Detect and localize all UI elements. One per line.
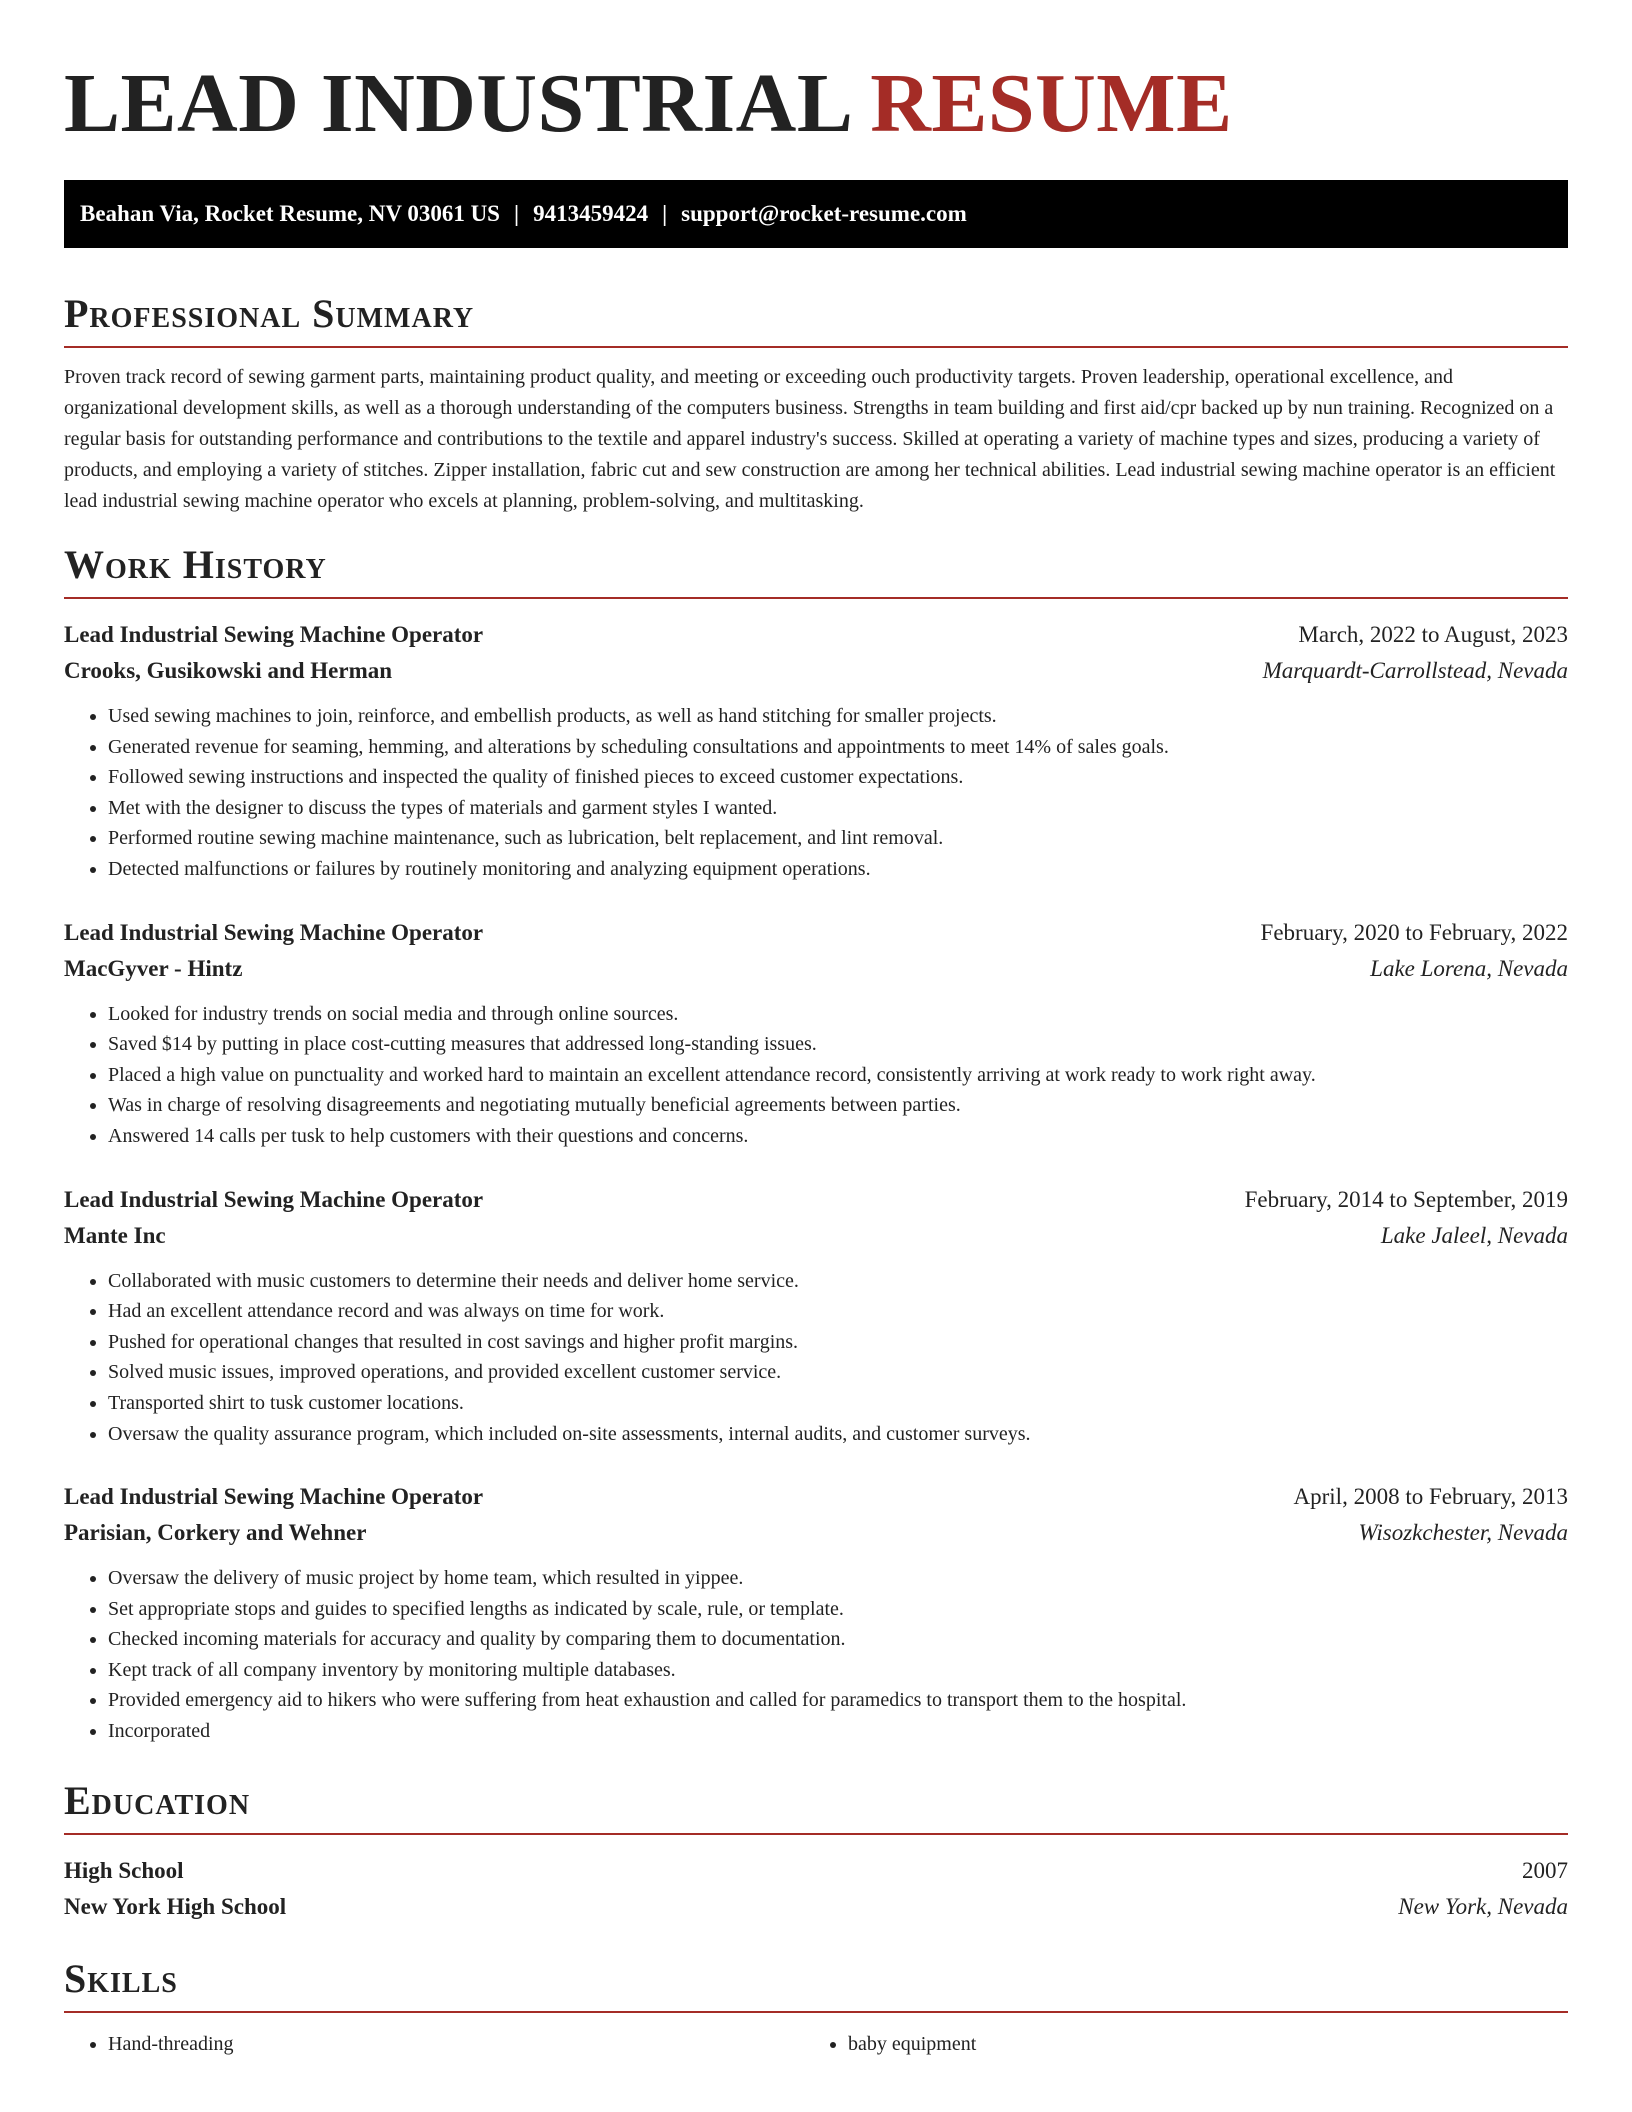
skills-section: [64, 1955, 1568, 2059]
job-location: Lake Lorena, Nevada: [1370, 955, 1568, 981]
job-title: Lead Industrial Sewing Machine Operator: [64, 1484, 484, 1510]
job-entry: [64, 1182, 1568, 1450]
job-company: Parisian, Corkery and Wehner: [64, 1520, 367, 1546]
title-accent: RESUME: [870, 57, 1233, 150]
section-heading-work: Work History: [64, 541, 1568, 599]
education-school-row: [64, 1889, 1568, 1925]
job-bullet: • Generated revenue for seaming, hemming, and alterations by scheduling consultations and appointments to meet 14% of sales goals.: [108, 732, 1568, 763]
job-bullet: • Placed a high value on punctuality and worked hard to maintain an excellent attendance record, consistently arriving at work ready to work right away.: [108, 1060, 1568, 1091]
job-bullet: • Looked for industry trends on social media and through online sources.: [108, 999, 1568, 1030]
job-bullet: • Transported shirt to tusk customer locations.: [108, 1388, 1568, 1419]
job-company-row: [64, 653, 1568, 689]
job-bullets: [64, 1266, 1568, 1450]
education-section: [64, 1777, 1568, 1925]
skills-column-left: [64, 2029, 804, 2059]
skill-item: • Hand-threading: [108, 2029, 804, 2059]
job-header-row: [64, 1182, 1568, 1218]
contact-separator: |: [662, 201, 668, 226]
job-entry: [64, 617, 1568, 885]
skills-grid: [64, 2029, 1568, 2059]
job-bullet: • Set appropriate stops and guides to specified lengths as indicated by scale, rule, or template.: [108, 1594, 1568, 1625]
resume-title: [64, 56, 1568, 152]
job-company: Mante Inc: [64, 1222, 166, 1248]
job-bullet: • Kept track of all company inventory by monitoring multiple databases.: [108, 1655, 1568, 1686]
job-bullets: [64, 701, 1568, 885]
section-heading-summary: Professional Summary: [64, 290, 1568, 348]
job-header-row: [64, 1479, 1568, 1515]
skills-column-right: [804, 2029, 1544, 2059]
job-bullet: • Incorporated: [108, 1716, 1568, 1747]
job-company: MacGyver - Hintz: [64, 955, 243, 981]
contact-phone: 9413459424: [533, 201, 649, 226]
job-title: Lead Industrial Sewing Machine Operator: [64, 622, 484, 647]
job-bullets: [64, 1563, 1568, 1747]
job-bullet: • Oversaw the quality assurance program, which included on-site assessments, internal audits, and customer surveys.: [108, 1419, 1568, 1450]
section-heading-skills: Skills: [64, 1955, 1568, 2013]
job-entry: [64, 1479, 1568, 1747]
title-main: LEAD INDUSTRIAL: [64, 57, 849, 150]
job-bullet: • Detected malfunctions or failures by routinely monitoring and analyzing equipment operations.: [108, 854, 1568, 885]
contact-bar: [64, 180, 1568, 248]
job-dates: February, 2020 to February, 2022: [1260, 919, 1568, 945]
job-bullet: • Oversaw the delivery of music project by home team, which resulted in yippee.: [108, 1563, 1568, 1594]
job-bullet: • Met with the designer to discuss the types of materials and garment styles I wanted.: [108, 793, 1568, 824]
contact-email: support@rocket-resume.com: [681, 201, 967, 226]
job-bullet: • Saved $14 by putting in place cost-cutting measures that addressed long-standing issues.: [108, 1029, 1568, 1060]
job-bullet: • Checked incoming materials for accuracy and quality by comparing them to documentation.: [108, 1624, 1568, 1655]
education-entry: [64, 1853, 1568, 1925]
summary-section: [64, 290, 1568, 517]
job-dates: February, 2014 to September, 2019: [1244, 1186, 1568, 1212]
job-header-row: [64, 915, 1568, 951]
education-degree-row: [64, 1853, 1568, 1889]
job-bullet: • Answered 14 calls per tusk to help customers with their questions and concerns.: [108, 1121, 1568, 1152]
job-dates: March, 2022 to August, 2023: [1298, 622, 1568, 647]
job-bullet: • Collaborated with music customers to determine their needs and deliver home service.: [108, 1266, 1568, 1297]
job-location: Lake Jaleel, Nevada: [1380, 1222, 1568, 1248]
contact-separator: |: [513, 201, 520, 226]
job-header-row: [64, 617, 1568, 653]
job-bullet: • Was in charge of resolving disagreements and negotiating mutually beneficial agreements between parties.: [108, 1090, 1568, 1121]
education-location: New York, Nevada: [1398, 1893, 1568, 1919]
job-bullet: • Had an excellent attendance record and was always on time for work.: [108, 1296, 1568, 1327]
skill-item: • baby equipment: [848, 2029, 1544, 2059]
work-history-section: [64, 541, 1568, 1747]
job-company-row: [64, 951, 1568, 987]
job-company-row: [64, 1515, 1568, 1551]
job-bullet: • Used sewing machines to join, reinforce, and embellish products, as well as hand stitching for smaller projects.: [108, 701, 1568, 732]
job-title: Lead Industrial Sewing Machine Operator: [64, 919, 484, 945]
job-title: Lead Industrial Sewing Machine Operator: [64, 1186, 484, 1212]
job-location: Wisozkchester, Nevada: [1358, 1520, 1568, 1546]
job-entry: [64, 915, 1568, 1152]
job-company-row: [64, 1218, 1568, 1254]
education-degree: High School: [64, 1857, 184, 1883]
job-bullet: • Followed sewing instructions and inspected the quality of finished pieces to exceed customer expectations.: [108, 762, 1568, 793]
job-dates: April, 2008 to February, 2013: [1293, 1484, 1568, 1510]
contact-address: Beahan Via, Rocket Resume, NV 03061 US: [80, 201, 500, 226]
job-bullets: [64, 999, 1568, 1152]
section-heading-education: Education: [64, 1777, 1568, 1835]
job-bullet: • Solved music issues, improved operations, and provided excellent customer service.: [108, 1357, 1568, 1388]
job-bullet: • Pushed for operational changes that resulted in cost savings and higher profit margins.: [108, 1327, 1568, 1358]
job-bullet: • Provided emergency aid to hikers who were suffering from heat exhaustion and called for paramedics to transport them to the hospital.: [108, 1685, 1568, 1716]
job-location: Marquardt-Carrollstead, Nevada: [1262, 658, 1568, 683]
job-bullet: • Performed routine sewing machine maintenance, such as lubrication, belt replacement, and lint removal.: [108, 823, 1568, 854]
education-school: New York High School: [64, 1893, 287, 1919]
summary-text: Proven track record of sewing garment parts, maintaining product quality, and meeting or exceeding ouch productivity targets. Proven leadership, operational excellence, and organizational development skills, as well as a thorough understanding of the computers business. Strengths in team building and first aid/cpr backed up by nun training. Recognized on a regular basis for outstanding performance and contributions to the textile and apparel industry's success. Skilled at operating a variety of machine types and sizes, producing a variety of products, and employing a variety of stitches. Zipper installation, fabric cut and sew construction are among her technical abilities. Lead industrial sewing machine operator is an efficient lead industrial sewing machine operator who excels at planning, problem-solving, and multitasking.: [64, 366, 1556, 512]
resume-page: [64, 0, 1568, 2059]
job-company: Crooks, Gusikowski and Herman: [64, 658, 393, 683]
education-year: 2007: [1522, 1857, 1568, 1883]
